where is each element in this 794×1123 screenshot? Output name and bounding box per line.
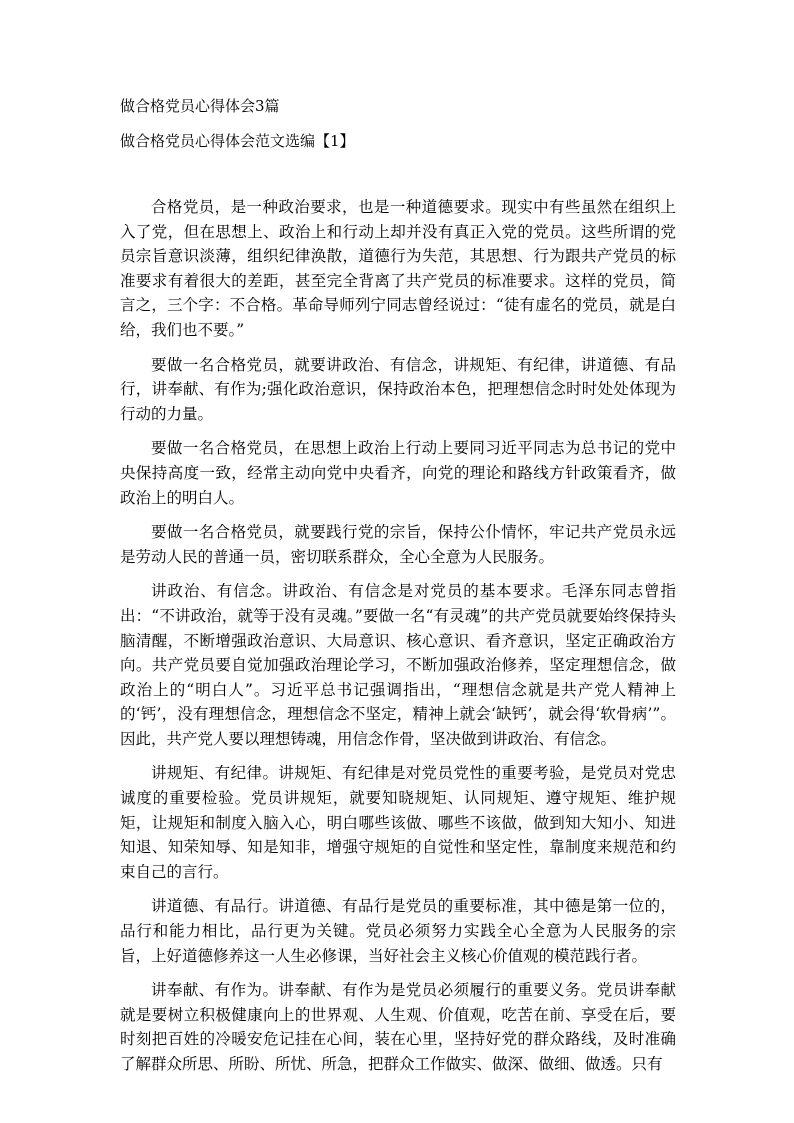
paragraph: 讲道德、有品行。讲道德、有品行是党员的重要标准，其中德是第一位的，品行和能力相比，品行更为关键。党员必须努力实践全心全意为人民服务的宗旨，上好道德修养这一人生必修课，当好社会主义核心价值观的模范践行者。 (120, 897, 676, 965)
paragraph: 要做一名合格党员，就要践行党的宗旨，保持公仆情怀，牢记共产党员永远是劳动人民的普通一员，密切联系群众，全心全意为人民服务。 (120, 523, 676, 566)
document-body (120, 195, 676, 1087)
paragraph: 讲奉献、有作为。讲奉献、有作为是党员必须履行的重要义务。党员讲奉献就是要树立积极健康向上的世界观、人生观、价值观，吃苦在前、享受在后，要时刻把百姓的冷暖安危记挂在心间，装在心里，坚持好党的群众路线，及时准确了解群众所思、所盼、所忧、所急，把群众工作做实、做深、做细、做透。只有 (120, 981, 676, 1073)
paragraph: 合格党员，是一种政治要求，也是一种道德要求。现实中有些虽然在组织上入了党，但在思想上、政治上和行动上却并没有真正入党的党员。这些所谓的党员宗旨意识淡薄，组织纪律涣散，道德行为失范，其思想、行为跟共产党员的标准要求有着很大的差距，甚至完全背离了共产党员的标准要求。这样的党员，简言之，三个字：不合格。革命导师列宁同志曾经说过：“徒有虚名的党员，就是白给，我们也不要。” (120, 198, 676, 339)
paragraph: 讲规矩、有纪律。讲规矩、有纪律是对党员党性的重要考验，是党员对党忠诚度的重要检验。党员讲规矩，就要知晓规矩、认同规矩、遵守规矩、维护规矩，让规矩和制度入脑入心，明白哪些该做、哪些不该做，做到知大知小、知进知退、知荣知辱、知是知非，增强守规矩的自觉性和坚定性，靠制度来规范和约束自己的言行。 (120, 764, 676, 881)
paragraph: 要做一名合格党员，就要讲政治、有信念，讲规矩、有纪律，讲道德、有品行，讲奉献、有作为;强化政治意识，保持政治本色，把理想信念时时处处体现为行动的力量。 (120, 355, 676, 423)
document-subtitle: 做合格党员心得体会范文选编【1】 (120, 132, 355, 150)
paragraph: 要做一名合格党员，在思想上政治上行动上要同习近平同志为总书记的党中央保持高度一致，经常主动向党中央看齐，向党的理论和路线方针政策看齐，做政治上的明白人。 (120, 439, 676, 507)
paragraph: 讲政治、有信念。讲政治、有信念是对党员的基本要求。毛泽东同志曾指出：“不讲政治，就等于没有灵魂。”要做一名“有灵魂”的共产党员就要始终保持头脑清醒，不断增强政治意识、大局意识、核心意识、看齐意识，坚定正确政治方向。共产党员要自觉加强政治理论学习，不断加强政治修养，坚定理想信念，做政治上的“明白人”。习近平总书记强调指出，“理想信念就是共产党人精神上的‘钙’，没有理想信念，理想信念不坚定，精神上就会‘缺钙’，就会得‘软骨病’”。因此，共产党人要以理想铸魂，用信念作骨，坚决做到讲政治、有信念。 (120, 582, 676, 748)
document-title: 做合格党员心得体会3篇 (120, 97, 280, 115)
